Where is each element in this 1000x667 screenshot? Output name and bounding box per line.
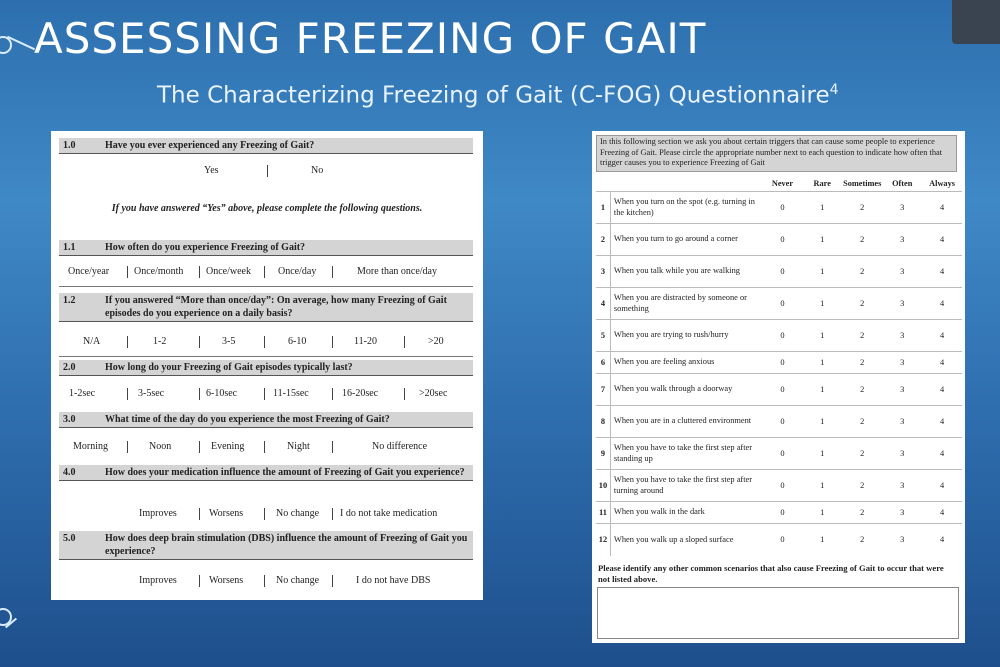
score-option[interactable]: 4	[922, 224, 962, 256]
score-option[interactable]: 3	[882, 352, 922, 374]
footnote-ref: 4	[829, 82, 839, 98]
item-number: 5	[596, 320, 610, 352]
question-text: How does deep brain stimulation (DBS) influence the amount of Freezing of Gait you experience?	[105, 533, 468, 557]
item-description: When you talk while you are walking	[610, 256, 762, 288]
slide-subtitle	[157, 82, 839, 109]
score-option[interactable]: 2	[842, 224, 882, 256]
separator	[199, 336, 200, 348]
separator	[127, 266, 128, 278]
score-option[interactable]: 0	[763, 374, 803, 406]
table-row	[596, 406, 962, 438]
column-header: Always	[929, 178, 955, 188]
separator	[264, 388, 265, 400]
option[interactable]: Worsens	[209, 575, 244, 586]
separator	[199, 388, 200, 400]
score-option[interactable]: 4	[922, 288, 962, 320]
item-number: 3	[596, 256, 610, 288]
score-option[interactable]: 2	[842, 470, 882, 502]
option[interactable]: Worsens	[209, 508, 244, 519]
separator	[267, 165, 268, 177]
table-row	[596, 502, 962, 524]
option[interactable]: 3-5	[222, 336, 236, 347]
option[interactable]: I do not take medication	[340, 508, 438, 519]
score-option[interactable]: 0	[763, 288, 803, 320]
separator	[199, 575, 200, 587]
separator	[199, 441, 200, 453]
option[interactable]: Once/year	[68, 266, 110, 277]
column-header: Rare	[813, 178, 831, 188]
score-option[interactable]: 1	[802, 192, 842, 224]
score-option[interactable]: 1	[802, 502, 842, 524]
separator	[332, 508, 333, 520]
option[interactable]: More than once/day	[357, 266, 437, 277]
option[interactable]: No change	[276, 575, 320, 586]
question-number: 1.0	[63, 140, 76, 151]
score-option[interactable]: 2	[842, 438, 882, 470]
score-option[interactable]: 3	[882, 256, 922, 288]
separator	[332, 575, 333, 587]
option[interactable]: 11-15sec	[273, 388, 309, 399]
score-option[interactable]: 4	[922, 438, 962, 470]
option[interactable]: Night	[287, 441, 310, 452]
separator	[332, 441, 333, 453]
question-3-0	[59, 412, 473, 428]
column-header: Sometimes	[843, 178, 882, 188]
question-number: 4.0	[63, 467, 76, 478]
option[interactable]: 11-20	[354, 336, 377, 347]
item-description: When you are in a cluttered environment	[610, 406, 762, 438]
item-number: 1	[596, 192, 610, 224]
section-intro: In this following section we ask you about certain triggers that can cause some people to experience Freezing of Gait. Please circle the appropriate number next to each question to indicate how often that trigger causes you to experience Freezing of Gait	[596, 135, 957, 172]
table-header-row	[596, 175, 962, 192]
separator	[199, 266, 200, 278]
instruction-note: If you have answered “Yes” above, please complete the following questions.	[111, 203, 423, 214]
score-option[interactable]: 0	[763, 256, 803, 288]
item-description: When you have to take the first step after turning around	[610, 470, 762, 502]
question-text: How often do you experience Freezing of Gait?	[105, 242, 306, 253]
score-option[interactable]: 3	[882, 224, 922, 256]
option[interactable]: 6-10	[288, 336, 307, 347]
table-row	[596, 192, 962, 224]
other-scenarios-input[interactable]	[597, 587, 959, 639]
score-option[interactable]: 4	[922, 470, 962, 502]
table-row	[596, 374, 962, 406]
option[interactable]: >20	[428, 336, 444, 347]
score-option[interactable]: 2	[842, 256, 882, 288]
table-row	[596, 224, 962, 256]
question-text: How does your medication influence the amount of Freezing of Gait you experience?	[105, 467, 465, 478]
option[interactable]: 16-20sec	[342, 388, 379, 399]
trigger-table	[596, 175, 962, 556]
option[interactable]: No difference	[372, 441, 428, 452]
item-number: 2	[596, 224, 610, 256]
item-description: When you turn on the spot (e.g. turning in the kitchen)	[610, 192, 762, 224]
option[interactable]: N/A	[83, 336, 101, 347]
question-number: 5.0	[63, 533, 76, 544]
item-number: 6	[596, 352, 610, 374]
option[interactable]: Evening	[211, 441, 245, 452]
item-number: 12	[596, 524, 610, 556]
separator	[332, 266, 333, 278]
score-option[interactable]: 1	[802, 352, 842, 374]
table-row	[596, 470, 962, 502]
item-description: When you are trying to rush/hurry	[610, 320, 762, 352]
score-option[interactable]: 3	[882, 438, 922, 470]
question-1-0	[59, 138, 473, 154]
table-row	[596, 288, 962, 320]
score-option[interactable]: 2	[842, 524, 882, 556]
table-row	[596, 256, 962, 288]
subtitle-text: The Characterizing Freezing of Gait (C-FOG) Questionnaire	[157, 82, 830, 109]
score-option[interactable]: 0	[763, 502, 803, 524]
table-row	[596, 352, 962, 374]
separator	[264, 575, 265, 587]
question-1-1	[59, 240, 473, 256]
score-option[interactable]: 2	[842, 192, 882, 224]
score-option[interactable]: 1	[802, 374, 842, 406]
score-option[interactable]: 4	[922, 320, 962, 352]
score-option[interactable]: 2	[842, 406, 882, 438]
score-option[interactable]: 3	[882, 374, 922, 406]
header-description	[610, 175, 762, 192]
question-text: What time of the day do you experience the most Freezing of Gait?	[105, 414, 390, 425]
option[interactable]: I do not have DBS	[356, 575, 431, 586]
score-option[interactable]: 4	[922, 406, 962, 438]
score-option[interactable]: 4	[922, 192, 962, 224]
item-number: 4	[596, 288, 610, 320]
question-text: Have you ever experienced any Freezing of Gait?	[105, 140, 315, 151]
score-option[interactable]: 1	[802, 320, 842, 352]
separator	[332, 336, 333, 348]
option[interactable]: Improves	[139, 508, 177, 519]
score-option[interactable]: 0	[763, 352, 803, 374]
score-option[interactable]: 3	[882, 288, 922, 320]
option[interactable]: 1-2sec	[69, 388, 96, 399]
option[interactable]: 3-5sec	[138, 388, 165, 399]
score-option[interactable]: 1	[802, 256, 842, 288]
item-number: 8	[596, 406, 610, 438]
item-description: When you are feeling anxious	[610, 352, 762, 374]
question-text: How long do your Freezing of Gait episodes typically last?	[105, 362, 353, 373]
option[interactable]: 1-2	[153, 336, 167, 347]
score-option[interactable]: 3	[882, 406, 922, 438]
score-option[interactable]: 3	[882, 502, 922, 524]
score-option[interactable]: 0	[763, 320, 803, 352]
option-no[interactable]: No	[311, 165, 324, 176]
separator	[332, 388, 333, 400]
score-option[interactable]: 3	[882, 192, 922, 224]
option[interactable]: 6-10sec	[206, 388, 238, 399]
separator	[127, 441, 128, 453]
score-option[interactable]: 4	[922, 374, 962, 406]
score-option[interactable]: 0	[763, 470, 803, 502]
question-4-0	[59, 465, 473, 481]
item-number: 9	[596, 438, 610, 470]
option[interactable]: Improves	[139, 575, 177, 586]
item-description: When you walk through a doorway	[610, 374, 762, 406]
option[interactable]: Morning	[73, 441, 108, 452]
score-option[interactable]: 0	[763, 224, 803, 256]
separator	[264, 266, 265, 278]
question-number: 2.0	[63, 362, 76, 373]
score-option[interactable]: 3	[882, 320, 922, 352]
column-header: Never	[771, 178, 794, 188]
item-description: When you are distracted by someone or something	[610, 288, 762, 320]
presenter-video-thumbnail	[952, 0, 1000, 44]
question-number: 1.1	[63, 242, 76, 253]
separator	[199, 508, 200, 520]
question-number: 1.2	[63, 295, 76, 306]
score-option[interactable]: 2	[842, 288, 882, 320]
item-description: When you walk in the dark	[610, 502, 762, 524]
score-option[interactable]: 1	[802, 438, 842, 470]
question-text: If you answered “More than once/day”: On average, how many Freezing of Gait episodes do you experience on a daily basis?	[105, 295, 447, 319]
option-yes[interactable]: Yes	[204, 165, 219, 176]
score-option[interactable]: 4	[922, 256, 962, 288]
option[interactable]: Noon	[149, 441, 172, 452]
score-option[interactable]: 0	[763, 524, 803, 556]
option[interactable]: >20sec	[419, 388, 448, 399]
score-option[interactable]: 1	[802, 470, 842, 502]
option[interactable]: Once/week	[206, 266, 251, 277]
score-option[interactable]: 1	[802, 288, 842, 320]
item-number: 11	[596, 502, 610, 524]
question-1-2	[59, 293, 473, 322]
separator	[127, 388, 128, 400]
item-description: When you walk up a sloped surface	[610, 524, 762, 556]
score-option[interactable]: 2	[842, 320, 882, 352]
score-option[interactable]: 0	[763, 438, 803, 470]
score-option[interactable]: 2	[842, 374, 882, 406]
score-option[interactable]: 1	[802, 224, 842, 256]
question-5-0	[59, 531, 473, 560]
score-option[interactable]: 1	[802, 524, 842, 556]
question-number: 3.0	[63, 414, 76, 425]
questionnaire-part-2	[592, 131, 965, 643]
option[interactable]: No change	[276, 508, 320, 519]
score-option[interactable]: 3	[882, 524, 922, 556]
item-number: 7	[596, 374, 610, 406]
score-option[interactable]: 1	[802, 406, 842, 438]
item-description: When you turn to go around a corner	[610, 224, 762, 256]
separator	[264, 441, 265, 453]
score-option[interactable]: 2	[842, 502, 882, 524]
divider	[59, 356, 473, 357]
separator	[404, 388, 405, 400]
table-row	[596, 320, 962, 352]
score-option[interactable]: 4	[922, 502, 962, 524]
separator	[404, 336, 405, 348]
separator	[127, 336, 128, 348]
table-row	[596, 438, 962, 470]
header-number	[596, 175, 610, 192]
item-description: When you have to take the first step after standing up	[610, 438, 762, 470]
score-option[interactable]: 0	[763, 192, 803, 224]
other-scenarios-prompt: Please identify any other common scenarios that also cause Freezing of Gait to occur that were not listed above.	[598, 563, 944, 584]
questionnaire-part-1	[51, 131, 483, 600]
option[interactable]: Once/month	[134, 266, 184, 277]
score-option[interactable]: 4	[922, 352, 962, 374]
slide-title: ASSESSING FREEZING OF GAIT	[34, 14, 707, 63]
score-option[interactable]: 0	[763, 406, 803, 438]
divider	[59, 286, 473, 287]
score-option[interactable]: 3	[882, 470, 922, 502]
item-number: 10	[596, 470, 610, 502]
separator	[264, 508, 265, 520]
table-row	[596, 524, 962, 556]
score-option[interactable]: 4	[922, 524, 962, 556]
separator	[264, 336, 265, 348]
score-option[interactable]: 2	[842, 352, 882, 374]
column-header: Often	[892, 178, 913, 188]
option[interactable]: Once/day	[278, 266, 317, 277]
question-2-0	[59, 360, 473, 376]
